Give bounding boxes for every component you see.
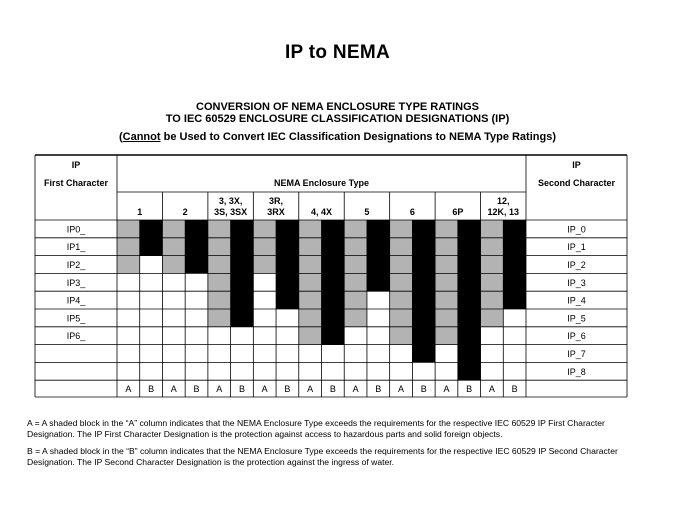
first-character-row-label: IP4_ xyxy=(66,295,86,306)
nema-type-label: 1 xyxy=(137,207,143,217)
nema-type-label: 12, xyxy=(497,196,510,206)
nema-type-label: 2 xyxy=(182,207,188,217)
right-header-second-character: Second Character xyxy=(537,178,616,188)
second-character-row-label: IP_1 xyxy=(567,242,586,253)
column-letter-a: A xyxy=(352,384,359,394)
shade-b-col-5 xyxy=(322,220,345,345)
nema-type-label: 3R, xyxy=(269,196,284,206)
cannot-emphasis: Cannot xyxy=(122,131,161,143)
nema-type-label: 3RX xyxy=(267,207,285,217)
second-character-row-label: IP_0 xyxy=(567,224,586,235)
nema-type-label: 3, 3X, xyxy=(218,196,243,206)
note-a: A = A shaded block in the “A” column indicates that the NEMA Enclosure Type exceeds the requirements for the respective IEC 60529 IP First Character Designation. The IP First Character Designation is the protection against access to hazardous parts and solid foreign objects. xyxy=(27,418,605,439)
nema-type-label: 3S, 3SX xyxy=(214,207,248,217)
nema-type-label: 6P xyxy=(452,207,464,217)
column-letter-b: B xyxy=(193,384,200,394)
shade-b-col-9 xyxy=(503,220,526,309)
shade-a-col-2 xyxy=(162,220,185,273)
nema-type-label: 6 xyxy=(409,207,415,217)
column-letter-b: B xyxy=(329,384,336,394)
column-letter-a: A xyxy=(443,384,450,394)
column-letter-b: B xyxy=(466,384,473,394)
left-header-ip: IP xyxy=(71,160,81,170)
column-letter-b: B xyxy=(375,384,382,394)
shade-b-col-2 xyxy=(185,220,208,273)
second-character-row-label: IP_3 xyxy=(567,277,586,288)
slide-title: IP to NEMA xyxy=(284,42,391,63)
column-letter-a: A xyxy=(488,384,495,394)
right-header-ip: IP xyxy=(572,160,581,170)
nema-type-label: 5 xyxy=(364,207,370,217)
first-character-row-label: IP5_ xyxy=(66,313,86,324)
column-letter-a: A xyxy=(125,384,132,394)
table-heading-line-2: TO IEC 60529 ENCLOSURE CLASSIFICATION DESIGNATIONS (IP) xyxy=(165,113,510,125)
column-letter-b: B xyxy=(511,384,518,394)
column-letter-a: A xyxy=(307,384,314,394)
column-letter-a: A xyxy=(261,384,268,394)
nema-type-label: 12K, 13 xyxy=(487,207,520,217)
table-heading-line-1: CONVERSION OF NEMA ENCLOSURE TYPE RATINGS xyxy=(196,101,479,113)
nema-enclosure-header: NEMA Enclosure Type xyxy=(273,178,370,188)
second-character-row-label: IP_5 xyxy=(567,313,586,324)
second-character-row-label: IP_2 xyxy=(567,260,586,270)
column-letter-b: B xyxy=(238,384,245,394)
nema-type-label: 4, 4X xyxy=(310,207,333,217)
table-subheading: (Cannot be Used to Convert IEC Classification Designations to NEMA Type Ratings) xyxy=(118,131,556,143)
note-b: B = A shaded block in the “B” column indicates that the NEMA Enclosure Type exceeds the requirements for the respective IEC 60529 IP Second Character Designation. The IP Second Character Designation is the protection against the ingress of water. xyxy=(27,446,618,467)
shade-b-col-8 xyxy=(458,220,481,380)
column-letter-a: A xyxy=(170,384,177,394)
column-letter-a: A xyxy=(398,384,405,394)
second-character-row-label: IP_7 xyxy=(567,349,586,359)
shade-a-col-5 xyxy=(299,220,322,345)
column-letter-b: B xyxy=(284,384,291,394)
second-character-row-label: IP_8 xyxy=(567,366,586,377)
first-character-row-label: IP0_ xyxy=(66,224,86,235)
shade-a-col-8 xyxy=(435,220,458,345)
first-character-row-label: IP6_ xyxy=(66,331,86,342)
shade-a-col-1 xyxy=(117,220,140,273)
column-letter-b: B xyxy=(420,384,427,394)
first-character-row-label: IP1_ xyxy=(66,242,86,253)
column-letter-a: A xyxy=(216,384,223,394)
second-character-row-label: IP_6 xyxy=(567,331,586,342)
second-character-row-label: IP_4 xyxy=(567,295,586,306)
shade-a-col-4 xyxy=(253,220,276,273)
first-character-row-label: IP3_ xyxy=(66,277,86,288)
shade-b-col-4 xyxy=(276,220,299,309)
left-header-first-character: First Character xyxy=(43,178,109,188)
shade-a-col-7 xyxy=(390,220,413,345)
first-character-row-label: IP2_ xyxy=(66,260,86,270)
column-letter-b: B xyxy=(148,384,155,394)
